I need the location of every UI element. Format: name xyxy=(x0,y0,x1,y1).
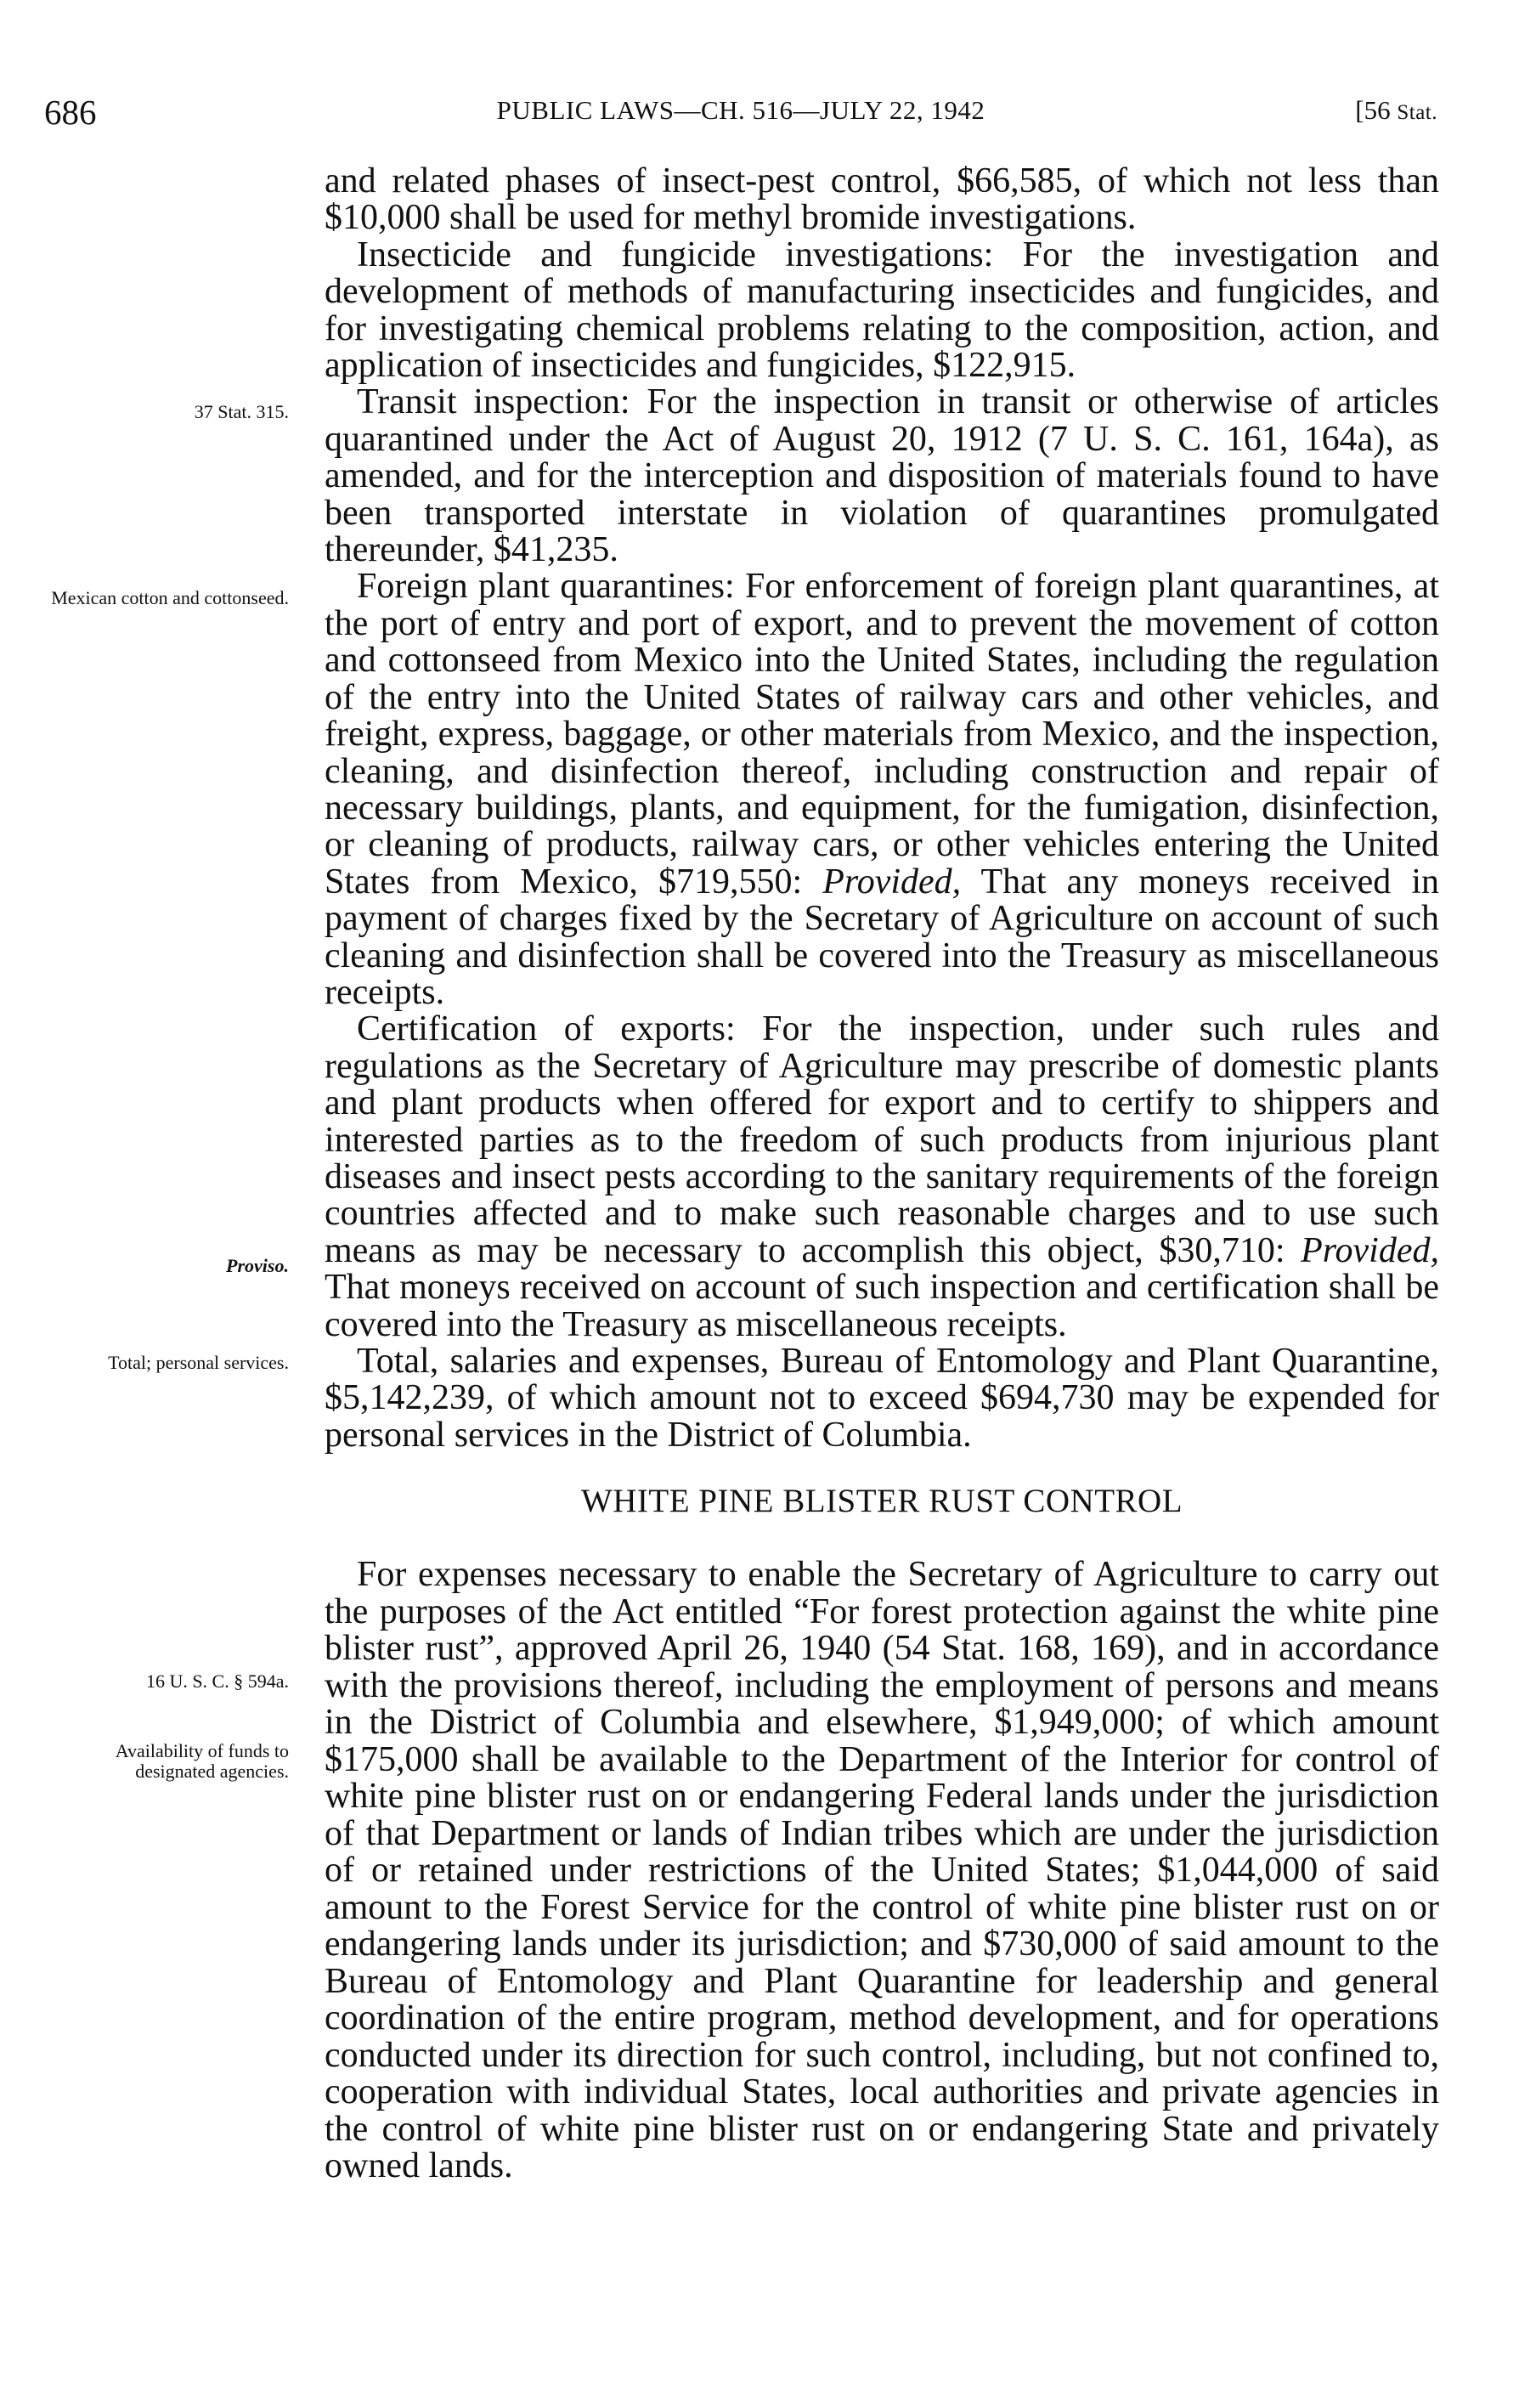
margin-note-proviso: Proviso. xyxy=(226,1255,289,1276)
body-text-upper xyxy=(325,163,1439,1454)
margin-note-mexican-cotton: Mexican cotton and cottonseed. xyxy=(51,587,289,608)
margin-note-availability: Availability of funds to designated agencies. xyxy=(115,1740,289,1782)
certification-proviso-text: That moneys received on account of such inspection and certification shall be covered into the Treasury as miscellaneous receipts. xyxy=(325,1268,1439,1344)
page-number: 686 xyxy=(44,93,97,132)
volume-reference xyxy=(1355,95,1437,126)
page-header xyxy=(44,92,1437,143)
margin-note-total-personal: Total; personal services. xyxy=(108,1352,289,1373)
paragraph-insect-pest-control: and related phases of insect-pest control, $66,585, of which not less than $10,000 shall be used for methyl bromide investigations. xyxy=(325,161,1439,238)
certification-text: Certification of exports: For the inspection, under such rules and regulations as the Secretary of Agriculture may prescribe of domestic plants and plant products when offered for export and to certify to shippers and interested parties as to the freedom of such products from injurious plant diseases and insect pests according to the sanitary requirements of the foreign countries affected and to make such reasonable charges and to use such means as may be necessary to accomplish this object, $30,710: xyxy=(325,1009,1439,1270)
volume-word: Stat. xyxy=(1397,101,1437,124)
volume-number: [56 xyxy=(1355,95,1391,125)
provided-italic: Provided, xyxy=(1301,1230,1439,1270)
paragraph-white-pine-blister-rust: For expenses necessary to enable the Secretary of Agriculture to carry out the purposes of the Act entitled “For forest protection against the white pine blister rust”, approved April 26, 1940 (54 Stat. 168, 169), and in accordance with the provisions thereof, including the employment of persons and means in the District of Columbia and elsewhere, $1,949,000; of which amount $175,000 shall be available to the Department of the Interior for control of white pine blister rust on or endangering Federal lands under the jurisdiction of that Department or lands of Indian tribes which are under the jurisdiction of or retained under restrictions of the United States; $1,044,000 of said amount to the Forest Service for the control of white pine blister rust on or endangering lands under its jurisdiction; and $730,000 of said amount to the Bureau of Entomology and Plant Quarantine for leadership and general coordination of the entire program, method development, and for operations conducted under its direction for such control, including, but not confined to, cooperation with individual States, local authorities and private agencies in the control of white pine blister rust on or endangering State and privately owned lands. xyxy=(325,1555,1439,2185)
margin-note-usc-citation: 16 U. S. C. § 594a. xyxy=(145,1670,289,1692)
quarantines-text: Foreign plant quarantines: For enforcement of foreign plant quarantines, at the port of entry and port of export, and to prevent the movement of cotton and cottonseed from Mexico into the United States, including the regulation of the entry into the United States of railway cars and other vehicles, and freight, express, baggage, or other materials from Mexico, and the inspection, cleaning, and disinfection thereof, including construction and repair of necessary buildings, plants, and equipment, for the fumigation, disinfection, or cleaning of products, railway cars, or other vehicles entering the United States from Mexico, $719,550: xyxy=(325,567,1439,902)
paragraph-transit-inspection: Transit inspection: For the inspection in transit or otherwise of articles quarantined under the Act of August 20, 1912 (7 U. S. C. 161, 164a), as amended, and for the interception and disposition of materials found to have been transported interstate in violation of quarantines promulgated thereunder, $41,235. xyxy=(325,382,1439,570)
provided-italic: Provided, xyxy=(822,862,962,902)
body-text-lower xyxy=(325,1557,1439,2185)
paragraph-foreign-plant-quarantines xyxy=(325,568,1439,1011)
quarantines-proviso-text: That any moneys received in payment of charges fixed by the Secretary of Agriculture on account of such cleaning and disinfection shall be covered into the Treasury as miscellaneous receipts. xyxy=(325,862,1440,1012)
paragraph-insecticide-fungicide: Insecticide and fungicide investigations: For the investigation and development of methods of manufacturing insecticides and fungicides, and for investigating chemical problems relating to the composition, action, and application of insecticides and fungicides, $122,915. xyxy=(325,235,1439,386)
section-heading: WHITE PINE BLISTER RUST CONTROL xyxy=(580,1483,1183,1519)
running-title: PUBLIC LAWS—CH. 516—JULY 22, 1942 xyxy=(496,95,985,125)
paragraph-certification-of-exports xyxy=(325,1011,1439,1343)
margin-note-stat-citation: 37 Stat. 315. xyxy=(194,401,289,422)
paragraph-total-salaries: Total, salaries and expenses, Bureau of Entomology and Plant Quarantine, $5,142,239, of which amount not to exceed $694,730 may be expended for personal services in the District of Columbia. xyxy=(325,1342,1439,1455)
